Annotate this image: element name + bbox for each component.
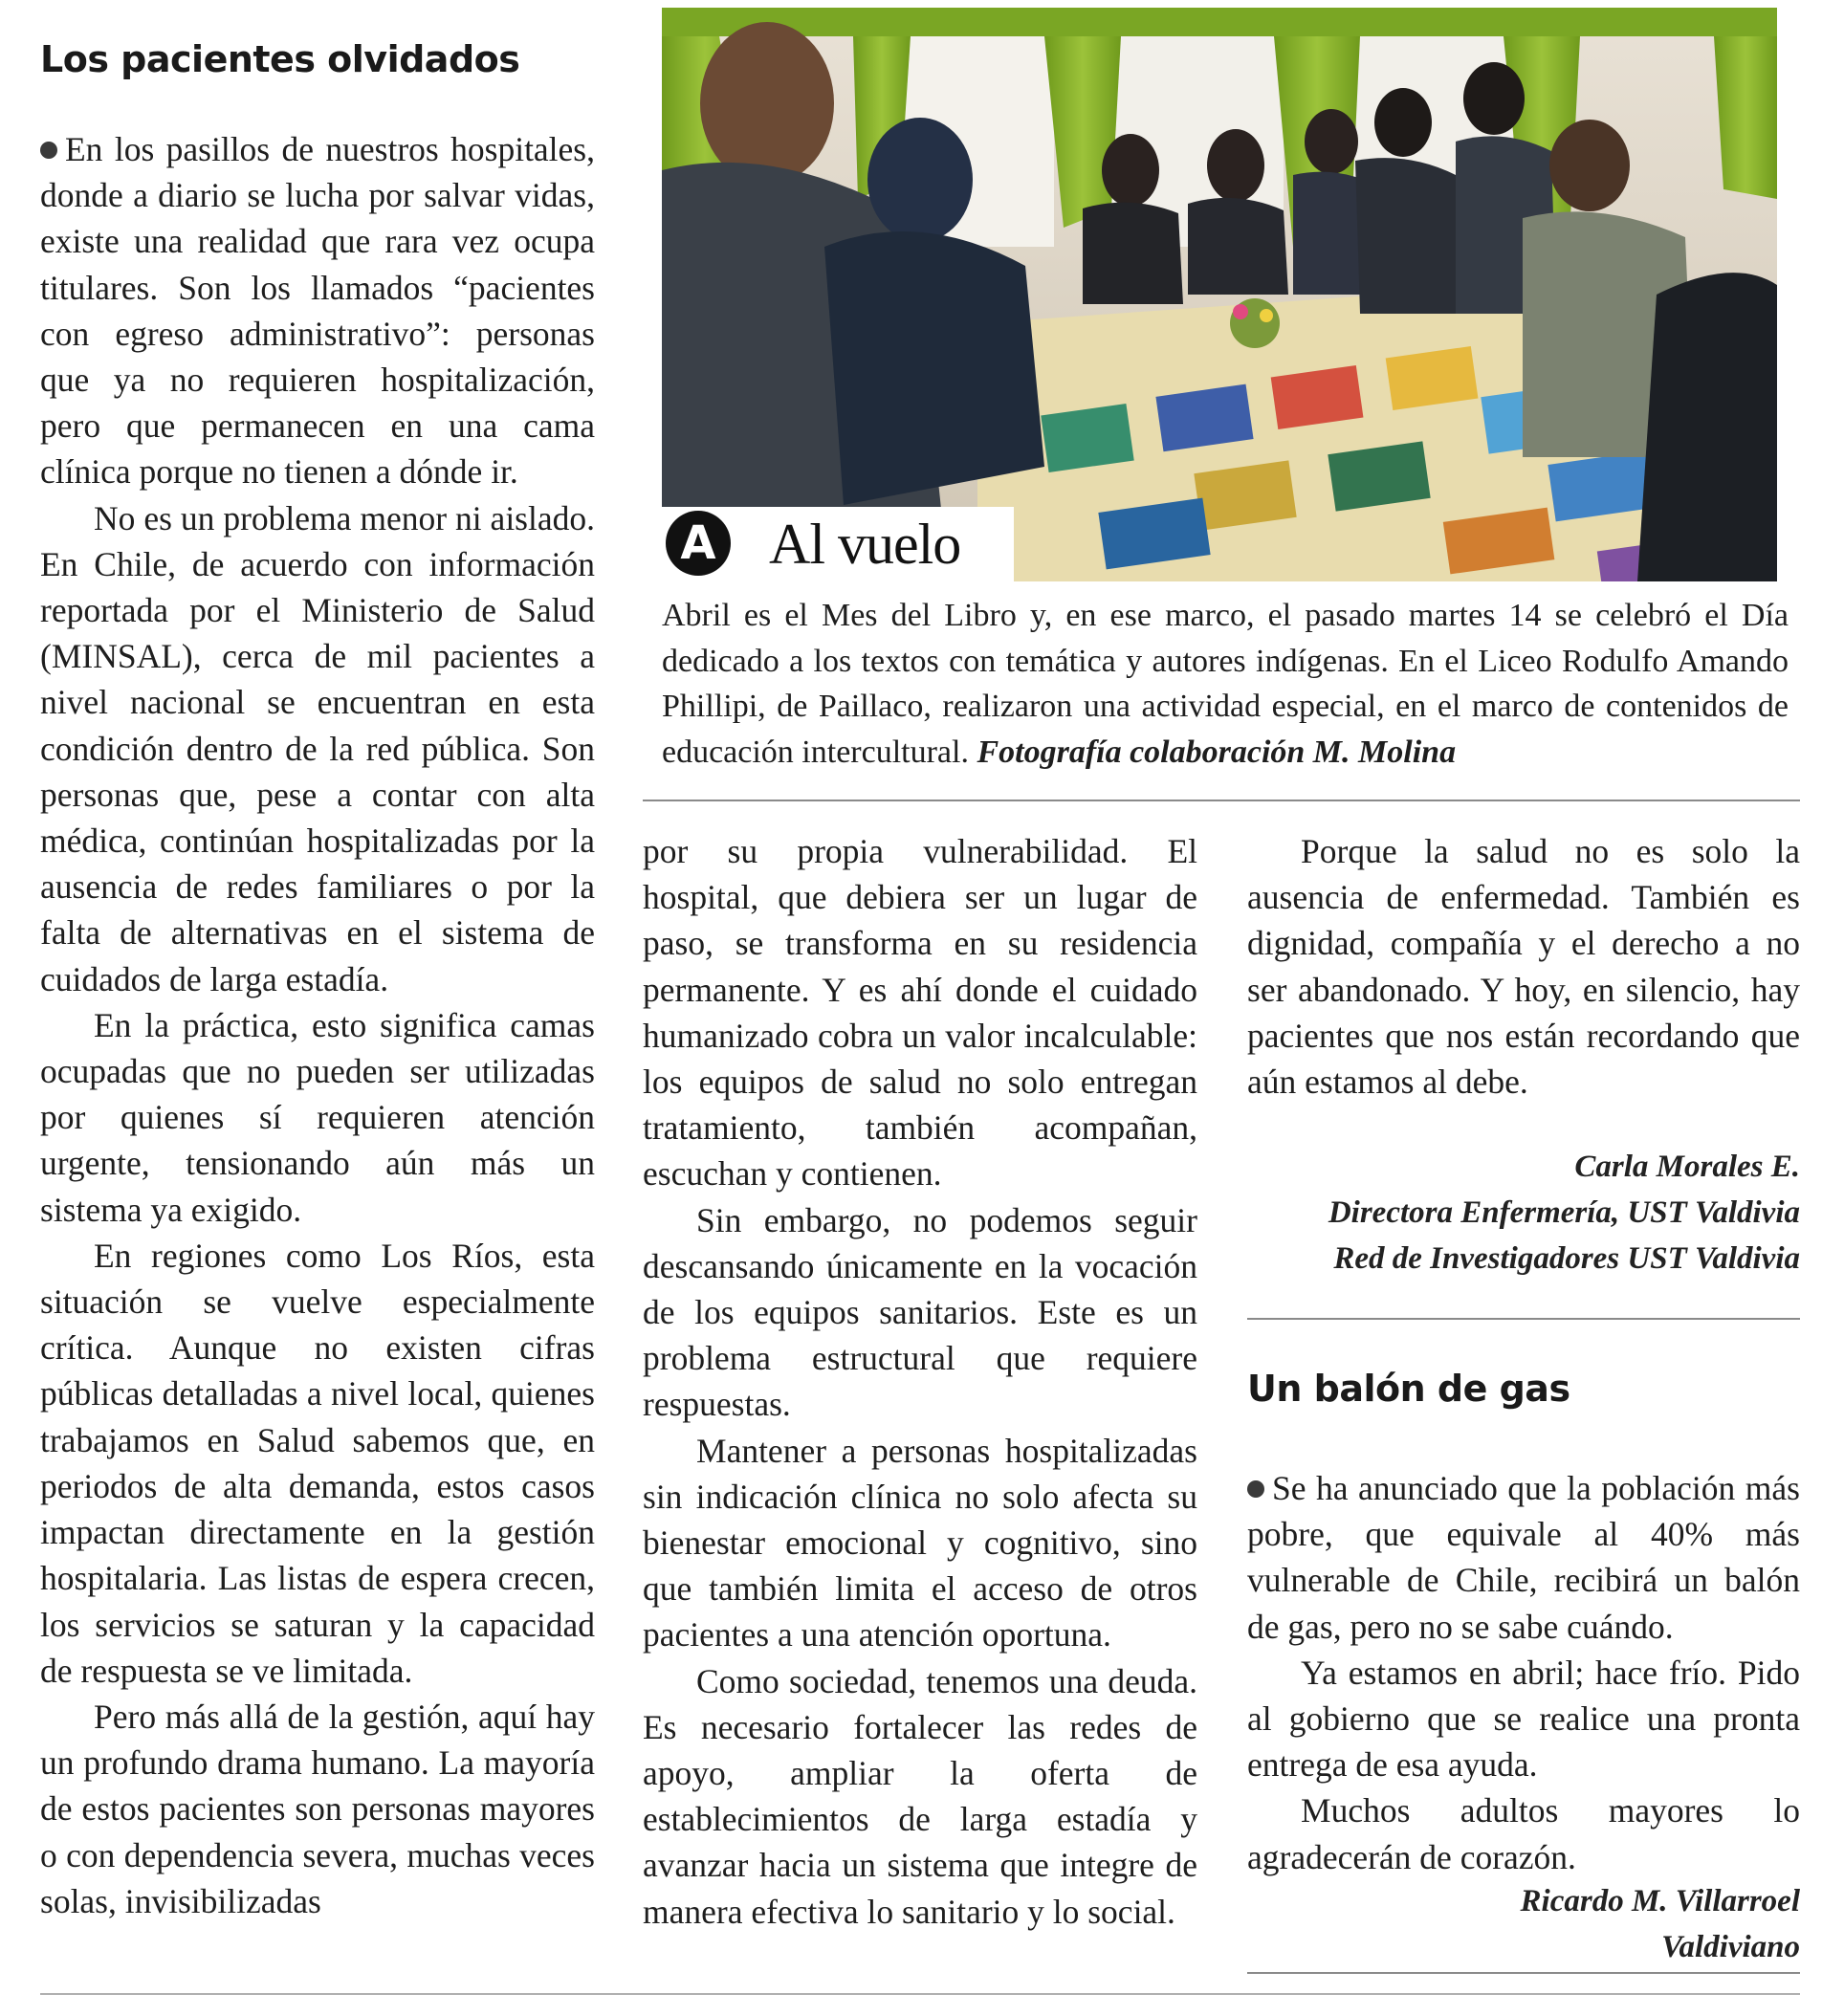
- photo-caption: [662, 593, 1789, 775]
- article-paragraph: En los pasillos de nuestros hospitales, donde a diario se lucha por salvar vidas, existe una realidad que rara vez ocupa titulares. Son los llamados “pacientes con egreso administrativo”: personas que ya no requieren hospitalización, pero que permanecen en una cama clínica porque no tienen a dónde ir.: [40, 130, 595, 492]
- article-headline: Los pacientes olvidados: [40, 38, 520, 80]
- section-badge-letter: A: [666, 511, 731, 576]
- author-affiliation: Red de Investigadores UST Valdivia: [1333, 1241, 1800, 1276]
- article-paragraph: No es un problema menor ni aislado. En Chile, de acuerdo con información reportada por el Ministerio de Salud (MINSAL), cerca de mil pacientes a nivel nacional se encuentran en esta condición dentro de la red pública. Son personas que, pese a contar con alta médica, continúan hospitalizadas por la ausencia de redes familiares o por la falta de alternativas en el sistema de cuidados de larga estadía.: [40, 498, 595, 998]
- letter-author-origin: Valdiviano: [1661, 1930, 1800, 1964]
- author-name: Carla Morales E.: [1574, 1150, 1800, 1184]
- page-bottom-rule: [40, 1993, 1800, 1995]
- section-badge-title: Al vuelo: [769, 513, 961, 576]
- article-paragraph: Pero más allá de la gestión, aquí hay un profundo drama humano. La mayoría de estos pacientes son personas mayores o con dependencia severa, muchas veces solas, invisibilizadas: [40, 1697, 595, 1920]
- photo-caption-text: Abril es el Mes del Libro y, en ese marco, el pasado martes 14 se celebró el Día dedicado a los textos con temática y autores indígenas. En el Liceo Rodulfo Amando Phillipi, de Paillaco, realizaron una actividad especial, en el marco de contenidos de educación intercultural.: [662, 598, 1789, 770]
- letter-body: [1247, 1465, 1800, 1880]
- article-signature: [1328, 1144, 1800, 1282]
- article-paragraph: En regiones como Los Ríos, esta situación se vuelve especialmente crítica. Aunque no existen cifras públicas detalladas a nivel local, quienes trabajamos en Salud sabemos que, en periodos de alta demanda, estos casos impactan directamente en la gestión hospitalaria. Las listas de espera crecen, los servicios se saturan y la capacidad de respuesta se ve limitada.: [40, 1236, 595, 1690]
- photo-credit: Fotografía colaboración M. Molina: [977, 734, 1457, 770]
- article-column-1: [40, 126, 595, 1924]
- letter-headline: Un balón de gas: [1247, 1368, 1570, 1410]
- author-title: Directora Enfermería, UST Valdivia: [1328, 1195, 1800, 1230]
- article-paragraph: por su propia vulnerabilidad. El hospital, que debiera ser un lugar de paso, se transforma en su residencia permanente. Y es ahí donde el cuidado humanizado cobra un valor incalculable: los equipos de salud no solo entregan tratamiento, también acompañan, escuchan y contienen.: [643, 832, 1197, 1194]
- bullet-icon: [40, 142, 57, 159]
- divider: [643, 800, 1800, 801]
- article-paragraph: Como sociedad, tenemos una deuda. Es necesario fortalecer las redes de apoyo, ampliar la oferta de establecimientos de larga estadía y avanzar hacia un sistema que integre de manera efectiva lo sanitario y lo social.: [643, 1661, 1197, 1931]
- article-column-2: [643, 828, 1197, 1935]
- letter-signature: [1521, 1878, 1800, 1970]
- article-column-3: [1247, 828, 1800, 1105]
- letter-paragraph: Muchos adultos mayores lo agradecerán de corazón.: [1247, 1791, 1800, 1876]
- photo: [662, 8, 1777, 581]
- section-badge: [662, 507, 1014, 581]
- students-reading-photo: [662, 8, 1777, 581]
- article-paragraph: En la práctica, esto significa camas ocupadas que no pueden ser utilizadas por quienes sí requieren atención urgente, tensionando aún más un sistema ya exigido.: [40, 1005, 595, 1229]
- article-paragraph: Porque la salud no es solo la ausencia de enfermedad. También es dignidad, compañía y el derecho a no ser abandonado. Y hoy, en silencio, hay pacientes que nos están recordando que aún estamos al debe.: [1247, 832, 1800, 1102]
- letter-paragraph: Se ha anunciado que la población más pobre, que equivale al 40% más vulnerable de Chile, recibirá un balón de gas, pero no se sabe cuándo.: [1247, 1469, 1800, 1646]
- divider: [1247, 1972, 1800, 1974]
- letter-author-name: Ricardo M. Villarroel: [1520, 1884, 1800, 1918]
- divider: [1247, 1318, 1800, 1320]
- article-paragraph: Sin embargo, no podemos seguir descansando únicamente en la vocación de los equipos sanitarios. Este es un problema estructural que requiere respuestas.: [643, 1200, 1197, 1424]
- letter-paragraph: Ya estamos en abril; hace frío. Pido al gobierno que se realice una pronta entrega de esa ayuda.: [1247, 1653, 1800, 1785]
- bullet-icon: [1247, 1480, 1264, 1498]
- article-paragraph: Mantener a personas hospitalizadas sin indicación clínica no solo afecta su bienestar emocional y cognitivo, sino que también limita el acceso de otros pacientes a una atención oportuna.: [643, 1431, 1197, 1654]
